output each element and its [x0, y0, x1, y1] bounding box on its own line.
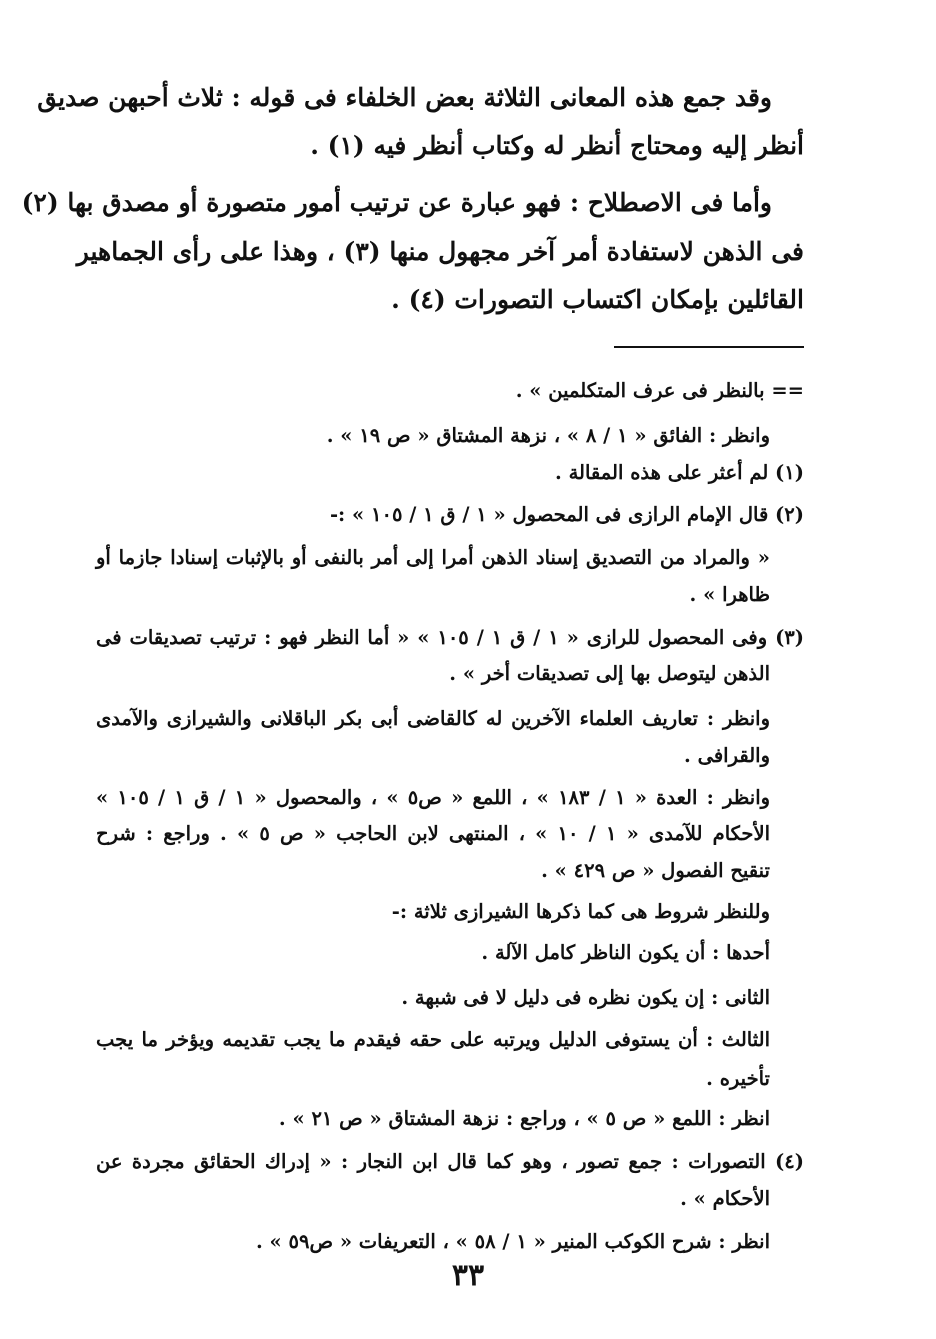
footnote-line: وانظر : العدة « ١ / ١٨٣ » ، اللمع « ص٥ » ، والمحصول « ١ / ق ١ / ١٠٥ » [96, 786, 771, 809]
footnote-line: (٤) التصورات : جمع تصور ، وهو كما قال ابن النجار : « إدراك الحقائق مجردة عن [96, 1150, 804, 1173]
footnote-line: الأحكام » . [680, 1187, 770, 1210]
body-line: فى الذهن لاستفادة أمر آخر مجهول منها (٣) ، وهذا على رأى الجماهير [76, 237, 804, 266]
footnote-line: « والمراد من التصديق إسناد الذهن أمرا إلى أمر بالنفى أو بالإثبات إسنادا جازما أو [96, 546, 770, 569]
footnote-line: الذهن ليتوصل بها إلى تصديقات أخر » . [449, 662, 770, 685]
body-line: أنظر إليه ومحتاج أنظر له وكتاب أنظر فيه (١) . [310, 131, 804, 160]
footnote-line: والقرافى . [684, 744, 770, 767]
footnote-line: أحدها : أن يكون الناظر كامل الآلة . [481, 941, 770, 964]
footnote-line: الثالث : أن يستوفى الدليل ويرتبه على حقه فيقدم ما يجب تقديمه ويؤخر ما يجب [96, 1028, 770, 1051]
page-number: ٣٣ [451, 1258, 485, 1293]
footnote-separator [614, 346, 804, 348]
footnote-line: (٢) قال الإمام الرازى فى المحصول « ١ / ق ١ / ١٠٥ » :- [329, 503, 804, 526]
body-line: وقد جمع هذه المعانى الثلاثة بعض الخلفاء فى قوله : ثلاث أحبهن صديق [37, 83, 772, 112]
footnote-line: الأحكام للآمدى « ١ / ١٠ » ، المنتهى لابن الحاجب « ص ٥ » . وراجع : شرح [96, 822, 770, 845]
body-line: القائلين بإمكان اكتساب التصورات (٤) . [391, 285, 804, 314]
footnote-line: انظر : اللمع « ص ٥ » ، وراجع : نزهة المشتاق « ص ٢١ » . [278, 1107, 770, 1130]
footnote-line: == بالنظر فى عرف المتكلمين » . [515, 379, 804, 402]
footnote-line: وانظر : تعاريف العلماء الآخرين له كالقاضى أبى بكر الباقلانى والشيرازى والآمدى [96, 707, 770, 730]
footnote-line: الثانى : إن يكون نظره فى دليل لا فى شبهة . [401, 986, 770, 1009]
footnote-line: تنقيح الفصول « ص ٤٢٩ » . [541, 859, 770, 882]
footnote-line: وانظر : الفائق « ١ / ٨ » ، نزهة المشتاق « ص ١٩ » . [326, 424, 770, 447]
footnote-line: (٣) وفى المحصول للرازى « ١ / ق ١ / ١٠٥ » « أما النظر فهو : ترتيب تصديقات فى [96, 626, 805, 649]
footnote-line: تأخيره . [706, 1067, 770, 1090]
body-line: وأما فى الاصطلاح : فهو عبارة عن ترتيب أمور متصورة أو مصدق بها (٢) [21, 188, 772, 217]
footnote-line: ظاهرا » . [689, 583, 770, 606]
footnote-line: (١) لم أعثر على هذه المقالة . [555, 461, 804, 484]
footnote-line: وللنظر شروط هى كما ذكرها الشيرازى ثلاثة :- [391, 900, 770, 923]
footnote-line: انظر : شرح الكوكب المنير « ١ / ٥٨ » ، التعريفات « ص٥٩ » . [255, 1230, 770, 1253]
